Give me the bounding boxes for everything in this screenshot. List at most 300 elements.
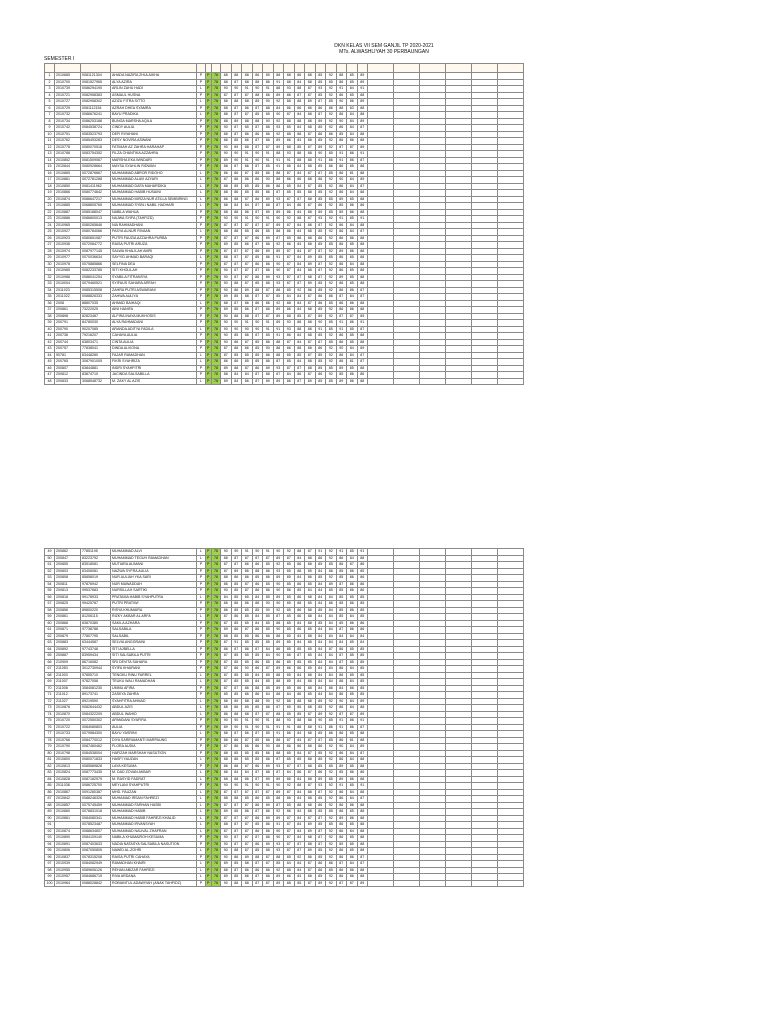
- score-cell: 88: [231, 196, 242, 203]
- nisn-cell: 0079460521: [81, 281, 111, 288]
- row-number: 51: [45, 562, 55, 569]
- student-name: PUTRI FAUZIA AZZAHRA PURBA: [111, 235, 197, 242]
- score-cell: 88: [357, 339, 368, 346]
- score-cell: 85: [242, 633, 253, 640]
- status-cell: P: [206, 815, 212, 822]
- nis-cell: 2010788: [55, 151, 81, 158]
- score-cell: 85: [315, 125, 326, 132]
- student-name: DINDA ALVIONA: [111, 346, 197, 353]
- score-cell: 87: [315, 261, 326, 268]
- score-cell: 85: [252, 112, 263, 119]
- score-cell: 92: [326, 705, 337, 712]
- score-cell: 87: [284, 835, 295, 842]
- score-cell: 81: [347, 737, 358, 744]
- score-cell: 92: [326, 352, 337, 359]
- score-cell: 87: [221, 222, 232, 229]
- gender-cell: L: [197, 352, 206, 359]
- score-cell: 90: [221, 841, 232, 848]
- score-cell: 85: [252, 757, 263, 764]
- student-name: SAYYID AHMAD BARAQI: [111, 255, 197, 262]
- score-cell: 88: [242, 73, 253, 80]
- score-cell: 90: [231, 549, 242, 556]
- score-cell: 88: [221, 164, 232, 171]
- score-cell: 88: [357, 763, 368, 770]
- score-cell: 86: [231, 705, 242, 712]
- score-cell: 85: [284, 640, 295, 647]
- score-cell: 87: [305, 131, 316, 138]
- score-cell: 87: [221, 653, 232, 660]
- score-cell: 86: [357, 203, 368, 210]
- score-cell: 87: [305, 300, 316, 307]
- score-cell: 85: [231, 333, 242, 340]
- score-cell: 86: [252, 588, 263, 595]
- status-cell: P: [206, 294, 212, 301]
- status-cell: P: [206, 594, 212, 601]
- score-cell: 85: [326, 822, 337, 829]
- score-cell: 88: [273, 750, 284, 757]
- nis-cell: 2010986: [55, 274, 81, 281]
- kkm-cell: 78: [212, 248, 221, 255]
- score-cell: 89: [357, 99, 368, 106]
- score-cell: 87: [242, 815, 253, 822]
- score-cell: 85: [347, 274, 358, 281]
- score-cell: 86: [284, 588, 295, 595]
- score-cell: 88: [284, 79, 295, 86]
- score-cell: 89: [273, 222, 284, 229]
- score-cell: 85: [284, 359, 295, 366]
- nis-cell: 2010700: [55, 79, 81, 86]
- gender-cell: L: [197, 555, 206, 562]
- score-cell: 88: [305, 802, 316, 809]
- row-number: 93: [45, 835, 55, 842]
- score-cell: 88: [221, 209, 232, 216]
- score-cell: 86: [263, 261, 274, 268]
- score-cell: 88: [305, 874, 316, 881]
- score-cell: 90: [221, 835, 232, 842]
- score-cell: 87: [221, 672, 232, 679]
- score-cell: 88: [305, 235, 316, 242]
- nis-cell: 2011022: [55, 294, 81, 301]
- nis-cell: 211003: [55, 672, 81, 679]
- score-cell: 86: [315, 555, 326, 562]
- header-row: [45, 64, 524, 73]
- score-cell: 88: [284, 867, 295, 874]
- header-cell: [284, 64, 295, 73]
- score-cell: 89: [221, 378, 232, 385]
- score-cell: 90: [252, 216, 263, 223]
- score-cell: 87: [357, 724, 368, 731]
- status-cell: P: [206, 809, 212, 816]
- score-cell: 87: [284, 112, 295, 119]
- gender-cell: P: [197, 581, 206, 588]
- score-cell: 85: [347, 646, 358, 653]
- status-cell: P: [206, 724, 212, 731]
- score-cell: 88: [221, 105, 232, 112]
- status-cell: P: [206, 190, 212, 197]
- status-cell: P: [206, 125, 212, 132]
- score-cell: 87: [284, 255, 295, 262]
- score-cell: 88: [357, 209, 368, 216]
- score-cell: 89: [263, 73, 274, 80]
- score-cell: 81: [347, 170, 358, 177]
- score-cell: 91: [273, 724, 284, 731]
- gender-cell: P: [197, 640, 206, 647]
- score-cell: 88: [231, 313, 242, 320]
- score-cell: 91: [263, 320, 274, 327]
- score-cell: 85: [263, 562, 274, 569]
- score-cell: 89: [242, 287, 253, 294]
- score-cell: 88: [357, 705, 368, 712]
- status-cell: P: [206, 300, 212, 307]
- status-cell: P: [206, 633, 212, 640]
- score-cell: 91: [273, 255, 284, 262]
- score-cell: 87: [221, 789, 232, 796]
- score-cell: 93: [273, 568, 284, 575]
- student-name: FIKRI SYAHRIZA: [111, 359, 197, 366]
- status-cell: P: [206, 339, 212, 346]
- row-number: 97: [45, 861, 55, 868]
- score-cell: 86: [221, 646, 232, 653]
- score-cell: 88: [263, 105, 274, 112]
- score-cell: 86: [284, 744, 295, 751]
- student-name: NADIA NATASYA SALSABILA NASUTION: [111, 841, 197, 848]
- score-cell: 85: [294, 313, 305, 320]
- score-cell: 89: [263, 209, 274, 216]
- score-cell: 85: [231, 352, 242, 359]
- score-cell: 87: [273, 203, 284, 210]
- score-cell: 87: [242, 112, 253, 119]
- nisn-cell: 0081112154: [81, 105, 111, 112]
- score-cell: 93: [315, 86, 326, 93]
- score-cell: 85: [336, 568, 347, 575]
- score-cell: 85: [263, 679, 274, 686]
- score-cell: 92: [273, 809, 284, 816]
- nisn-cell: 0081411962: [81, 183, 111, 190]
- score-cell: 86: [284, 164, 295, 171]
- score-cell: 88: [284, 131, 295, 138]
- nis-cell: 2008: [55, 300, 81, 307]
- score-cell: 85: [231, 692, 242, 699]
- score-cell: 87: [221, 562, 232, 569]
- student-name: FLORA AUDIA: [111, 744, 197, 751]
- status-cell: P: [206, 828, 212, 835]
- score-cell: 86: [347, 320, 358, 327]
- empty-cell: [472, 880, 498, 887]
- score-cell: 85: [284, 568, 295, 575]
- score-cell: 87: [252, 378, 263, 385]
- score-cell: 84: [326, 666, 337, 673]
- nis-cell: 2010939: [55, 861, 81, 868]
- score-cell: 88: [231, 776, 242, 783]
- status-cell: P: [206, 776, 212, 783]
- score-cell: 85: [315, 138, 326, 145]
- row-number: 4: [45, 92, 55, 99]
- score-cell: 84: [315, 568, 326, 575]
- nisn-cell: 0082958383: [81, 92, 111, 99]
- nisn-cell: 3012730944: [81, 666, 111, 673]
- score-cell: 84: [347, 698, 358, 705]
- score-cell: 86: [252, 196, 263, 203]
- score-cell: 91: [357, 783, 368, 790]
- score-cell: 86: [284, 731, 295, 738]
- score-cell: 86: [263, 822, 274, 829]
- kkm-cell: 78: [212, 861, 221, 868]
- nisn-cell: 83959434: [81, 653, 111, 660]
- student-name: BUNGA MARSHA AQILA: [111, 118, 197, 125]
- score-cell: 84: [315, 666, 326, 673]
- score-cell: 86: [357, 575, 368, 582]
- nis-cell: 2010964: [55, 880, 81, 887]
- score-cell: 88: [357, 874, 368, 881]
- kkm-cell: 78: [212, 131, 221, 138]
- score-cell: 84: [284, 770, 295, 777]
- score-cell: 86: [263, 705, 274, 712]
- score-cell: 84: [294, 79, 305, 86]
- score-cell: 84: [294, 294, 305, 301]
- kkm-cell: 78: [212, 157, 221, 164]
- score-cell: 89: [263, 274, 274, 281]
- score-cell: 87: [242, 339, 253, 346]
- score-cell: 85: [357, 601, 368, 608]
- score-cell: 84: [294, 809, 305, 816]
- nisn-cell: 3084081230: [81, 685, 111, 692]
- score-cell: 88: [273, 287, 284, 294]
- kkm-cell: 78: [212, 848, 221, 855]
- score-cell: 86: [284, 138, 295, 145]
- score-cell: 86: [263, 125, 274, 132]
- score-cell: 86: [315, 372, 326, 379]
- student-name: SRI DEVITA SAHARA: [111, 659, 197, 666]
- nis-cell: 2010978: [55, 261, 81, 268]
- score-cell: 86: [347, 854, 358, 861]
- score-cell: 88: [357, 307, 368, 314]
- score-cell: 86: [242, 333, 253, 340]
- score-cell: 88: [273, 711, 284, 718]
- score-cell: 89: [231, 568, 242, 575]
- score-cell: 85: [242, 614, 253, 621]
- score-cell: 86: [263, 828, 274, 835]
- score-cell: 84: [294, 138, 305, 145]
- score-cell: 86: [231, 854, 242, 861]
- score-cell: 90: [336, 99, 347, 106]
- row-number: 81: [45, 757, 55, 764]
- score-cell: 86: [326, 685, 337, 692]
- nisn-cell: 0087460462: [81, 744, 111, 751]
- row-number: 32: [45, 274, 55, 281]
- score-cell: 91: [263, 724, 274, 731]
- score-cell: 87: [357, 229, 368, 236]
- nis-cell: 200744: [55, 339, 81, 346]
- score-cell: 86: [231, 190, 242, 197]
- score-cell: 85: [284, 601, 295, 608]
- row-number: 47: [45, 372, 55, 379]
- score-cell: 86: [347, 378, 358, 385]
- nisn-cell: 0082958302: [81, 99, 111, 106]
- score-cell: 84: [315, 640, 326, 647]
- status-cell: P: [206, 588, 212, 595]
- score-cell: 90: [231, 86, 242, 93]
- score-cell: 92: [326, 248, 337, 255]
- score-cell: 88: [294, 568, 305, 575]
- score-cell: 88: [242, 698, 253, 705]
- score-cell: 86: [242, 209, 253, 216]
- score-cell: 86: [284, 653, 295, 660]
- score-cell: 84: [347, 705, 358, 712]
- score-cell: 84: [294, 835, 305, 842]
- score-cell: 85: [347, 164, 358, 171]
- score-cell: 86: [263, 300, 274, 307]
- score-cell: 87: [252, 776, 263, 783]
- student-name: M. DAD ZOVAN AKBAR: [111, 770, 197, 777]
- score-cell: 85: [347, 92, 358, 99]
- score-cell: 86: [263, 588, 274, 595]
- score-cell: 92: [326, 555, 337, 562]
- score-cell: 86: [273, 659, 284, 666]
- row-number: 1: [45, 73, 55, 80]
- score-cell: 93: [273, 365, 284, 372]
- kkm-cell: 78: [212, 144, 221, 151]
- nisn-cell: 0089606126: [81, 867, 111, 874]
- gender-cell: L: [197, 848, 206, 855]
- empty-cell: [394, 378, 420, 385]
- score-cell: 88: [305, 79, 316, 86]
- kkm-cell: 78: [212, 86, 221, 93]
- score-cell: 87: [252, 144, 263, 151]
- header-cell: [45, 64, 55, 73]
- status-cell: P: [206, 568, 212, 575]
- gender-cell: P: [197, 666, 206, 673]
- score-cell: 84: [315, 672, 326, 679]
- score-cell: 86: [336, 848, 347, 855]
- score-cell: 88: [221, 99, 232, 106]
- score-cell: 87: [284, 841, 295, 848]
- score-cell: 85: [347, 672, 358, 679]
- score-cell: 84: [347, 346, 358, 353]
- kkm-cell: 78: [212, 365, 221, 372]
- score-cell: 87: [263, 789, 274, 796]
- row-number: 79: [45, 744, 55, 751]
- score-cell: 86: [336, 692, 347, 699]
- score-cell: 88: [294, 118, 305, 125]
- score-cell: 86: [263, 359, 274, 366]
- score-cell: 88: [305, 633, 316, 640]
- score-cell: 86: [336, 268, 347, 275]
- score-cell: 91: [357, 320, 368, 327]
- score-cell: 91: [336, 724, 347, 731]
- score-cell: 88: [357, 131, 368, 138]
- kkm-cell: 78: [212, 79, 221, 86]
- score-cell: 89: [263, 802, 274, 809]
- gender-cell: P: [197, 216, 206, 223]
- score-cell: 84: [347, 744, 358, 751]
- score-cell: 85: [347, 281, 358, 288]
- score-cell: 90: [263, 744, 274, 751]
- score-cell: 87: [273, 614, 284, 621]
- score-cell: 85: [284, 125, 295, 132]
- score-cell: 89: [305, 822, 316, 829]
- score-cell: 90: [252, 326, 263, 333]
- nis-cell: 200861: [55, 307, 81, 314]
- score-cell: 89: [305, 281, 316, 288]
- nisn-cell: 0076831018: [81, 809, 111, 816]
- score-cell: 88: [305, 698, 316, 705]
- nis-cell: 2010733: [55, 731, 81, 738]
- nis-cell: 200811: [55, 581, 81, 588]
- nis-cell: 2010837: [55, 854, 81, 861]
- score-cell: 88: [305, 757, 316, 764]
- status-cell: P: [206, 874, 212, 881]
- score-cell: 92: [326, 287, 337, 294]
- score-cell: 91: [284, 724, 295, 731]
- score-cell: 86: [252, 666, 263, 673]
- gender-cell: P: [197, 268, 206, 275]
- score-cell: 86: [242, 692, 253, 699]
- score-cell: 85: [315, 854, 326, 861]
- score-cell: 86: [315, 770, 326, 777]
- score-cell: 86: [315, 802, 326, 809]
- score-cell: 84: [294, 359, 305, 366]
- student-name: NABILA WAHUA: [111, 209, 197, 216]
- score-cell: 92: [326, 112, 337, 119]
- score-cell: 87: [315, 268, 326, 275]
- student-name: ABDUL WAHID: [111, 711, 197, 718]
- score-cell: 87: [284, 274, 295, 281]
- nis-cell: 2010734: [55, 118, 81, 125]
- table-row: [45, 880, 524, 887]
- score-cell: 86: [294, 627, 305, 634]
- score-cell: 86: [305, 287, 316, 294]
- score-cell: 85: [284, 802, 295, 809]
- score-cell: 87: [315, 737, 326, 744]
- score-cell: 90: [252, 549, 263, 556]
- score-cell: 87: [221, 659, 232, 666]
- gender-cell: L: [197, 698, 206, 705]
- score-cell: 85: [263, 112, 274, 119]
- score-cell: 92: [326, 346, 337, 353]
- score-cell: 85: [315, 607, 326, 614]
- gender-cell: P: [197, 365, 206, 372]
- score-cell: 85: [336, 770, 347, 777]
- nisn-cell: 0078315208: [81, 854, 111, 861]
- score-cell: 86: [326, 724, 337, 731]
- score-cell: 87: [252, 555, 263, 562]
- gender-cell: P: [197, 294, 206, 301]
- score-cell: 86: [347, 685, 358, 692]
- score-cell: 88: [231, 99, 242, 106]
- score-cell: 87: [242, 848, 253, 855]
- gender-cell: P: [197, 627, 206, 634]
- student-name: SITI SALSABILA PUTRI: [111, 653, 197, 660]
- score-cell: 89: [336, 196, 347, 203]
- score-cell: 85: [315, 333, 326, 340]
- score-cell: 84: [326, 620, 337, 627]
- score-cell: 89: [357, 118, 368, 125]
- score-cell: 84: [347, 222, 358, 229]
- header-cell: [368, 64, 394, 73]
- score-cell: 87: [315, 112, 326, 119]
- student-name: DEFI RIYAHANI: [111, 131, 197, 138]
- score-cell: 88: [294, 718, 305, 725]
- header-cell: [357, 64, 368, 73]
- score-cell: 88: [357, 841, 368, 848]
- header-cell: [197, 64, 206, 73]
- score-cell: 86: [357, 770, 368, 777]
- kkm-cell: 78: [212, 770, 221, 777]
- nisn-cell: 0084770012: [81, 737, 111, 744]
- score-cell: 85: [357, 646, 368, 653]
- score-cell: 84: [294, 261, 305, 268]
- score-cell: 88: [242, 294, 253, 301]
